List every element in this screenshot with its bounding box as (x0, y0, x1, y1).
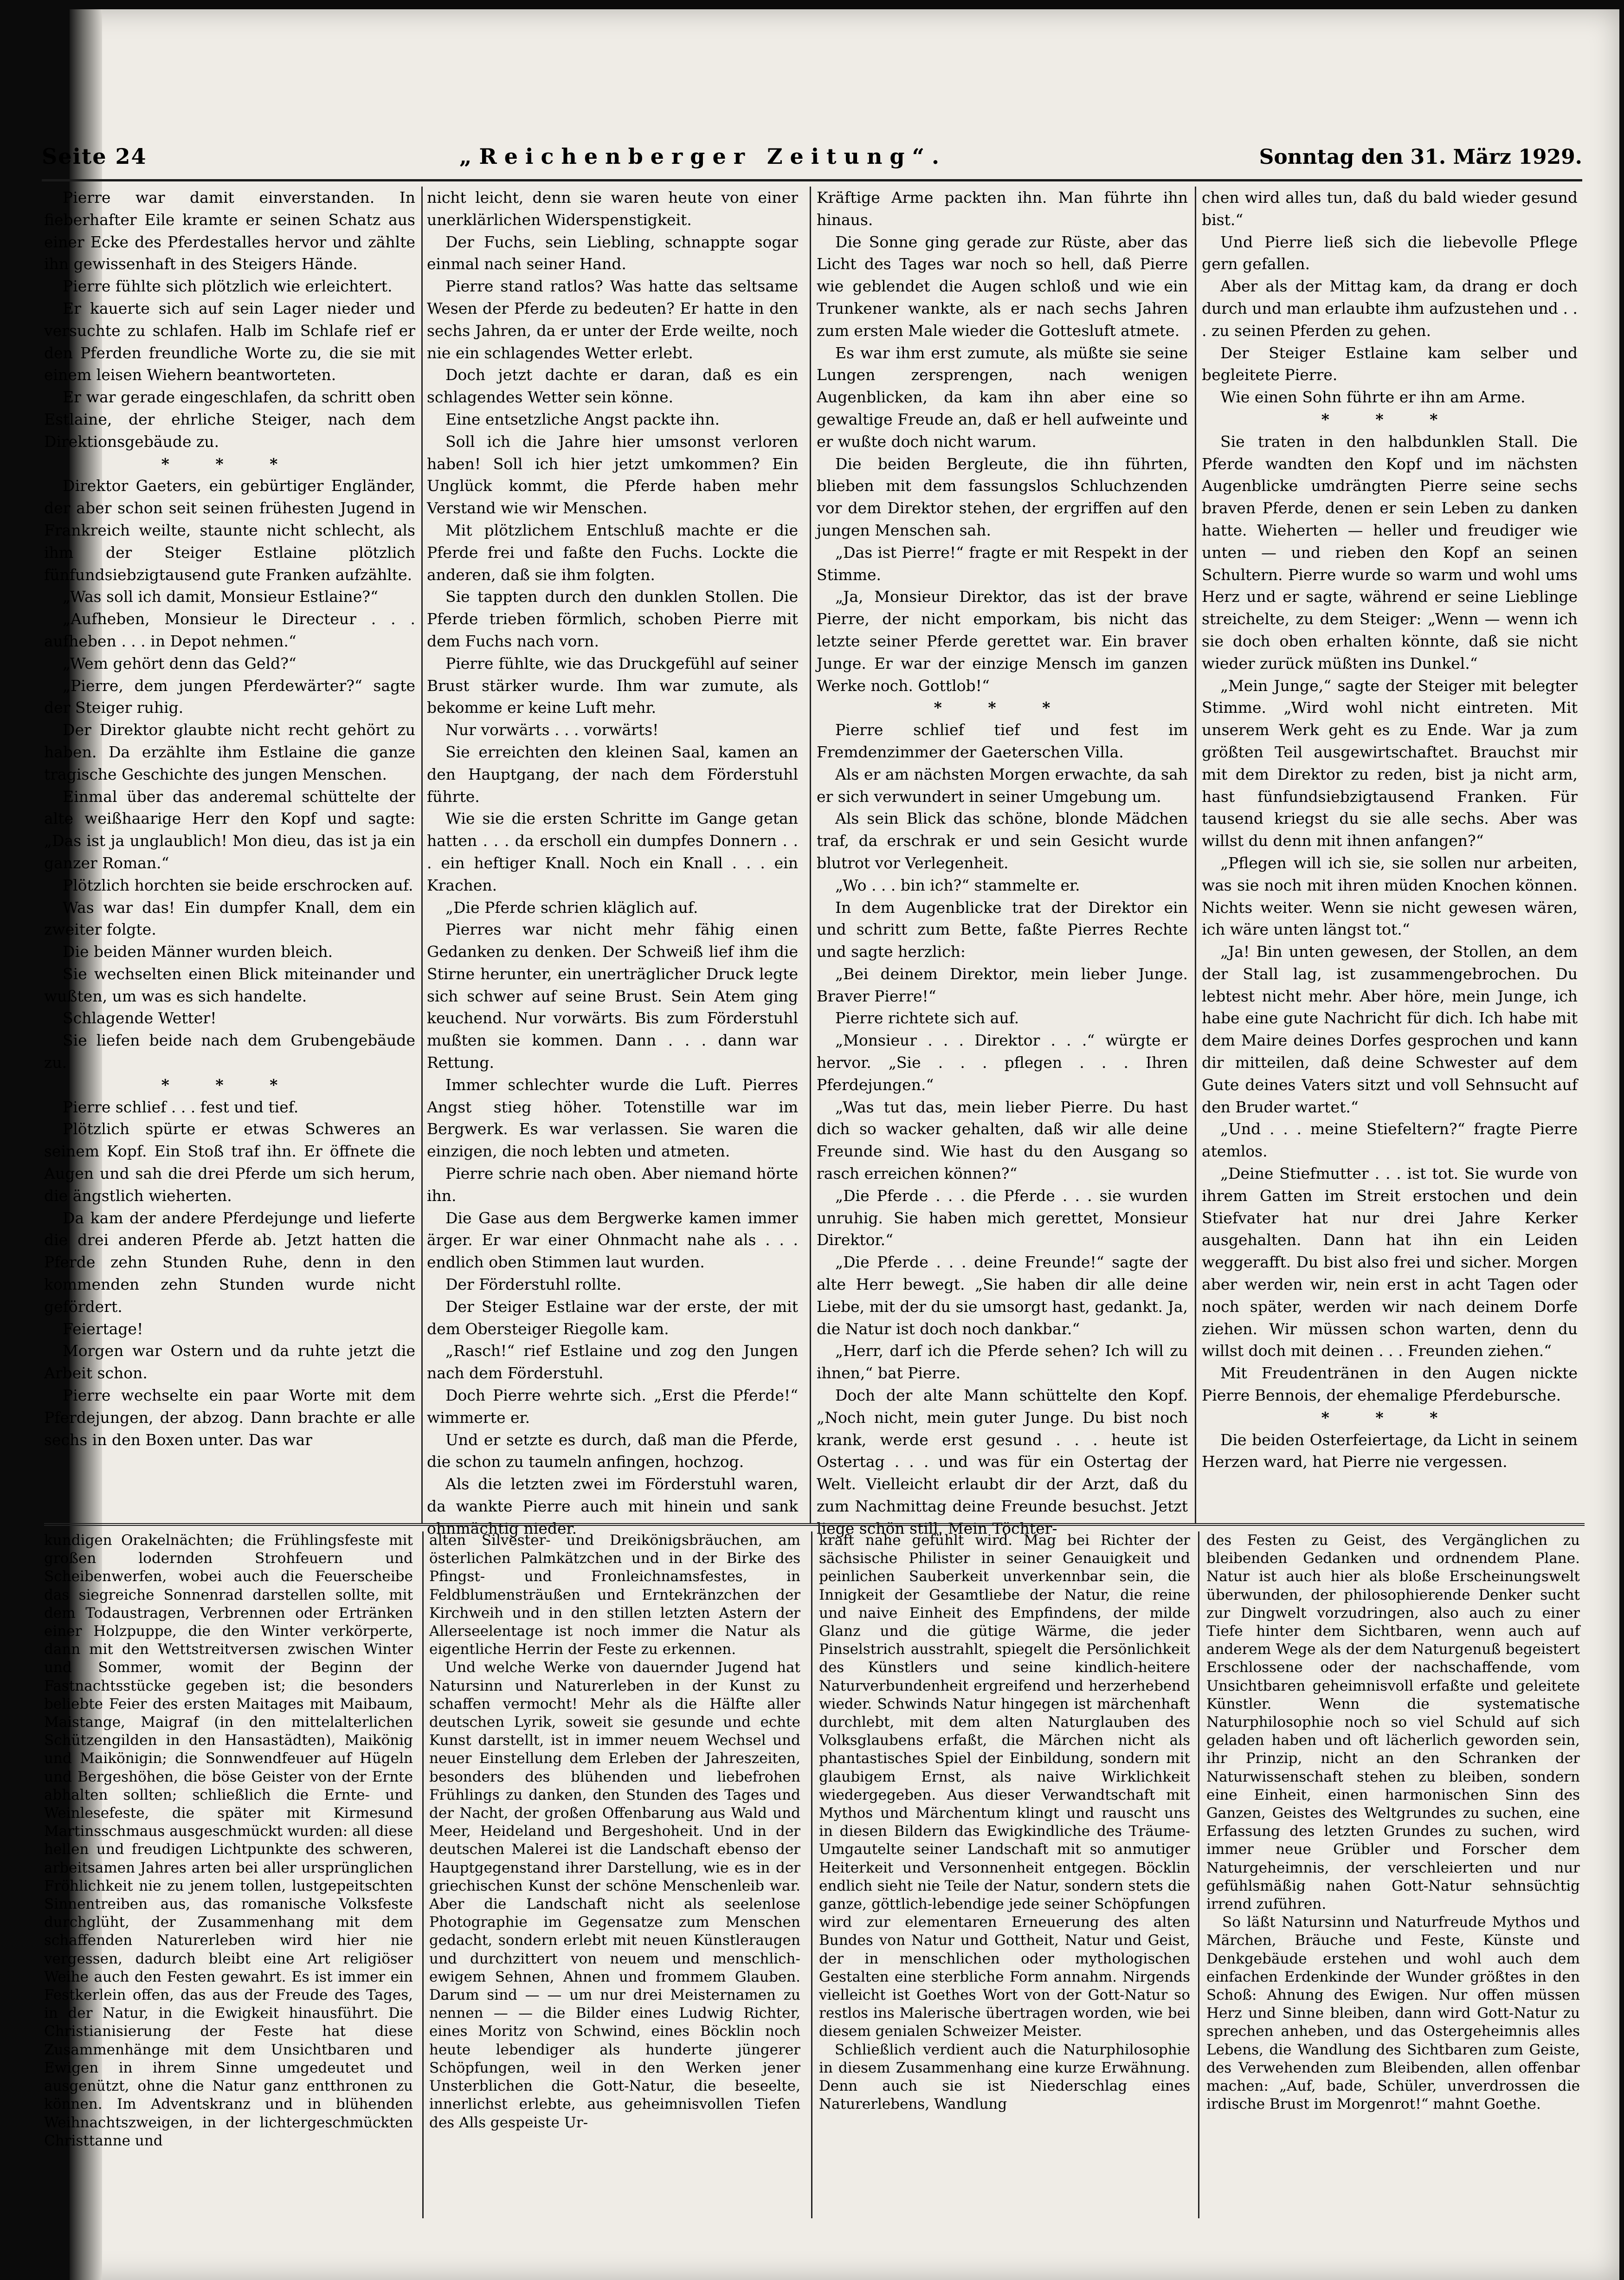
paragraph: „Die Pferde . . . die Pferde . . . sie wurden unruhig. Sie haben mich gerettet, Monsieur Direktor.“ (817, 1186, 1188, 1249)
paragraph: Doch Pierre wehrte sich. „Erst die Pferde!“ wimmerte er. (427, 1386, 798, 1427)
section-break: * * * (1321, 1408, 1458, 1427)
paragraph: Direktor Gaeters, ein gebürtiger Engländer, der aber schon seit seinen frühesten Jugend in Frankreich weilte, staunte nicht schlecht, als ihm der Steiger Estlaine plötzlich fünfundsiebzigtausend gute Franken aufzählte. (44, 477, 415, 584)
header-rule (42, 179, 1582, 181)
paragraph: So läßt Natursinn und Naturfreude Mythos und Märchen, Bräuche und Feste, Künste und Denkgebäude erstehen und wohl auch dem einfachen Erdenkinde der Wunder größtes in den Schoß: Ahnung des Ewigen. Nur offen müssen Herz und Sinne bleiben, dann wird Gott-Natur zu sprechen anheben, und das Ostergeheimnis alles Lebens, die Wandlung des Sichtbaren zum Geiste, des Verwehenden zum Bleibenden, allen offenbar machen: „Auf, bade, Schüler, unverdrossen die irdische Brust im Morgenrot!“ mahnt Goethe. (1206, 1914, 1580, 2113)
paragraph: Pierre stand ratlos? Was hatte das seltsame Wesen der Pferde zu bedeuten? Er hatte in den sechs Jahren, da er unter der Erde weilte, noch nie ein schlagendes Wetter erlebt. (427, 277, 798, 362)
paragraph: Als er am nächsten Morgen erwachte, da sah er sich verwundert in seiner Umgebung um. (817, 765, 1188, 806)
paragraph: „Pierre, dem jungen Pferdewärter?“ sagte der Steiger ruhig. (44, 676, 415, 717)
paragraph: „Ja! Bin unten gewesen, der Stollen, an dem der Stall lag, ist zusammengebrochen. Du lebtest nicht mehr. Aber höre, mein Junge, ich habe eine gute Nachricht für dich. Ich habe mit dem Maire deines Dorfes gesprochen und kann dir mitteilen, daß deine Schwester auf dem Gute deines Vaters sitzt und voll Sehnsucht auf den Bruder wartet.“ (1202, 943, 1578, 1116)
paragraph: kundigen Orakelnächten; die Frühlingsfeste mit großen lodernden Strohfeuern und Scheibenwerfen, wobei auch die Feuerscheibe das siegreiche Sonnenrad darstellen sollte, mit dem Todaustragen, Verbrennen oder Ertränken einer Holzpuppe, die den Winter verkörperte, dann mit den Wettstreitversen zwischen Winter und Sommer, womit der Beginn der Fastnachtsstücke gegeben ist; die besonders beliebte Feier des ersten Maitages mit Maibaum, Maistange, Maigraf (in den mittelalterlichen Schützengilden in den Hansastädten), Maikönig und Maikönigin; die Sonnwendfeuer auf Hügeln und Bergeshöhen, die böse Geister von der Ernte abhalten sollten; schließlich die Ernte- und Weinlesefeste, die später mit Kirmesund Martinsschmaus ausgeschmückt wurden: all diese hellen und freudigen Lichtpunkte des schweren, arbeitsamen Jahres arten bei aller ursprünglichen Fröhlichkeit nie zu jenem tollen, lustgepeitschten Sinnentreiben aus, das romanische Volksfeste durchglüht, der Zusammenhang mit dem schaffenden Naturerleben wird hier nie vergessen, dadurch bleibt eine Art religiöser Weihe auch den Festen gewahrt. Es ist immer ein Festkerlein offen, das aus der Freude des Tages, in der Natur, in die Ewigkeit hinausführt. Die Christianisierung der Feste hat diese Zusammenhänge mit dem Unsichtbaren und Ewigen in ihrem Sinne umgedeutet und ausgenützt, ohne die Natur ganz entthronen zu können. Im Adventskranz und in blühenden Weihnachtszweigen, in der lichtergeschmückten Christtanne und (44, 1532, 413, 2149)
paragraph: Sie traten in den halbdunklen Stall. Die Pferde wandten den Kopf und im nächsten Augenblicke umdrängten Pierre seine sechs braven Pferde, denen er sein Leben zu danken hatte. Wieherten — heller und freudiger wie unten — und rieben den Kopf an seinen Schultern. Pierre wurde so warm und wohl ums Herz und er sagte, während er seine Lieblinge streichelte, zu dem Steiger: „Wenn — wenn ich sie doch oben erhalten könnte, daß sie nicht wieder zurück müßten ins Dunkel.“ (1202, 432, 1578, 672)
issue-date: Sonntag den 31. März 1929. (1259, 145, 1582, 169)
paragraph: Doch der alte Mann schüttelte den Kopf. „Noch nicht, mein guter Junge. Du bist noch krank, werde erst gesund . . . heute ist Ostertag . . . und was für ein Ostertag der Welt. Vielleicht erlaubt dir der Arzt, daß du zum Nachmittag deine Freunde besuchst. Jetzt liege schön still. Mein Töchter- (817, 1386, 1188, 1537)
paragraph: Sie liefen beide nach dem Grubengebäude zu. (44, 1031, 415, 1072)
paragraph: alten Silvester- und Dreikönigsbräuchen, am österlichen Palmkätzchen und in der Birke des Pfingst- und Fronleichnamsfestes, in Feldblumensträußen und Erntekränzchen der Kirchweih und in den stillen letzten Astern der Allerseelentage ist noch immer die Natur als eigentliche Herrin der Feste zu erkennen. (429, 1532, 800, 1658)
paragraph: Wie einen Sohn führte er ihn am Arme. (1220, 388, 1526, 407)
paragraph: Kräftige Arme packten ihn. Man führte ihn hinaus. (817, 188, 1188, 229)
paragraph: Als die letzten zwei im Förderstuhl waren, da wankte Pierre auch mit hinein und sank ohnmächtig nieder. (427, 1475, 798, 1537)
paragraph: „Rasch!“ rief Estlaine und zog den Jungen nach dem Förderstuhl. (427, 1342, 798, 1382)
feuilleton-column-3 (819, 1531, 1190, 2223)
paragraph: Er kauerte sich auf sein Lager nieder und versuchte zu schlafen. Halb im Schlafe rief er den Pferden freundliche Worte zu, die sie mit einem leisen Wiehern beantworteten. (44, 299, 415, 384)
paragraph: In dem Augenblicke trat der Direktor ein und schritt zum Bette, faßte Pierres Rechte und sagte herzlich: (817, 898, 1188, 961)
paragraph: Sie erreichten den kleinen Saal, kamen an den Hauptgang, der nach dem Förderstuhl führte. (427, 743, 798, 806)
section-break: * * * (934, 698, 1071, 717)
paragraph: „Und . . . meine Stiefeltern?“ fragte Pierre atemlos. (1202, 1120, 1578, 1161)
paragraph: Doch jetzt dachte er daran, daß es ein schlagendes Wetter sein könne. (427, 366, 798, 407)
paragraph: Pierre fühlte, wie das Druckgefühl auf seiner Brust stärker wurde. Ihm war zumute, als bekomme er keine Luft mehr. (427, 654, 798, 717)
paragraph: „Herr, darf ich die Pferde sehen? Ich will zu ihnen,“ bat Pierre. (817, 1342, 1188, 1382)
page-header (42, 144, 1582, 172)
paragraph: Einmal über das anderemal schüttelte der alte weißhaarige Herr den Kopf und sagte: „Das ist ja unglaublich! Mon dieu, das ist ja ein ganzer Roman.“ (44, 787, 415, 872)
paragraph: Immer schlechter wurde die Luft. Pierres Angst stieg höher. Totenstille war im Bergwerk. Es war verlassen. Sie waren die einzigen, die noch lebten und atmeten. (427, 1075, 798, 1161)
paragraph: „Was soll ich damit, Monsieur Estlaine?“ (63, 588, 378, 606)
paragraph: Und er setzte es durch, daß man die Pferde, die schon zu taumeln anfingen, hochzog. (427, 1430, 798, 1471)
paragraph: „Ja, Monsieur Direktor, das ist der brave Pierre, der nicht emporkam, bis nicht das letzte seiner Pferde gerettet war. Ein braver Junge. Er war der einzige Mensch im ganzen Werke noch. Gottlob!“ (817, 588, 1188, 695)
paragraph: Mit plötzlichem Entschluß machte er die Pferde frei und faßte den Fuchs. Lockte die anderen, daß sie ihm folgten. (427, 521, 798, 584)
paragraph: Eine entsetzliche Angst packte ihn. (445, 410, 720, 428)
paragraph: Die Sonne ging gerade zur Rüste, aber das Licht des Tages war noch so hell, daß Pierre wie geblendet die Augen schloß und wie ein Trunkener wankte, als er nach sechs Jahren zum ersten Male wieder die Gottesluft atmete. (817, 233, 1188, 340)
paragraph: des Festen zu Geist, des Vergänglichen zu bleibenden Gedanken und ordnendem Plane. Natur ist auch hier als bloße Erscheinungswelt überwunden, der philosophierende Denker sucht zur Dingwelt vorzudringen, also auch zu einer Tiefe hinter dem Sichtbaren, wenn auch auf anderem Wege als der dem Naturgenuß begeistert Erschlossene oder der nachschaffende, vom Unsichtbaren geheimnisvoll erfaßte und geleitete Künstler. Wenn die systematische Naturphilosophie noch so viel Schuld auf sich geladen haben und oft lächerlich geworden sein, ihr Prinzip, nicht an den Schranken der Naturwissenschaft stehen zu bleiben, sondern eine Einheit, einen harmonischen Sinn des Ganzen, Geistes des Weltgrundes zu suchen, eine Erfassung des letzten Grundes zu suchen, wird immer neue Grübler und Forscher dem Naturgeheimnis, der verschleierten und nur gefühlsmäßig nahen Gott-Natur sehnsüchtig irrend zuführen. (1206, 1532, 1580, 1913)
paragraph: Pierre schlief tief und fest im Fremdenzimmer der Gaeterschen Villa. (817, 721, 1188, 761)
paragraph: „Die Pferde . . . deine Freunde!“ sagte der alte Herr bewegt. „Sie haben dir alle deine Liebe, mit der du sie umsorgt hast, gedankt. Ja, die Natur ist doch noch dankbar.“ (817, 1253, 1188, 1338)
paragraph: Es war ihm erst zumute, als müßte sie seine Lungen zersprengen, nach wenigen Augenblicken, da kam ihn aber eine so gewaltige Freude an, daß er hell aufweinte und er wußte doch nicht warum. (817, 343, 1188, 451)
paragraph: Der Steiger Estlaine kam selber und begleitete Pierre. (1202, 343, 1578, 384)
column-divider (422, 1531, 424, 2218)
paragraph: Soll ich die Jahre hier umsonst verloren haben! Soll ich hier jetzt umkommen? Ein Unglück kommt, die Pferde haben mehr Verstand wie wir Menschen. (427, 432, 798, 517)
paragraph: „Die Pferde schrien kläglich auf. (445, 898, 698, 917)
column-divider (811, 1531, 812, 2218)
paragraph: „Was tut das, mein lieber Pierre. Du hast dich so wacker gehalten, daß wir alle deine Freunde sind. Wie hast du den Ausgang so rasch erreichen können?“ (817, 1098, 1188, 1183)
feuilleton-column-4 (1206, 1531, 1580, 2223)
paragraph: Und Pierre ließ sich die liebevolle Pflege gern gefallen. (1202, 233, 1578, 273)
paragraph: „Deine Stiefmutter . . . ist tot. Sie wurde von ihrem Gatten im Streit erstochen und dein Stiefvater hat nur drei Jahre Kerker ausgehalten. Dann hat ihn ein Leiden weggerafft. Du bist also frei und sicher. Morgen aber werden wir, nein erst in acht Tagen oder noch später, werden wir nach deinem Dorfe ziehen. Wir müssen schon warten, denn du willst doch mit deinen . . . Freunden ziehen.“ (1202, 1164, 1578, 1360)
paragraph: Was war das! Ein dumpfer Knall, dem ein zweiter folgte. (44, 898, 415, 939)
paragraph: Er war gerade eingeschlafen, da schritt oben Estlaine, der ehrliche Steiger, nach dem Direktionsgebäude zu. (44, 388, 415, 451)
paragraph: Die beiden Bergleute, die ihn führten, blieben mit dem fassungslos Schluchzenden vor dem Direktor stehen, der ergriffen auf den jungen Menschen sah. (817, 454, 1188, 539)
story-column-2 (427, 187, 798, 1537)
page-number: Seite 24 (42, 144, 147, 169)
paragraph: Schlagende Wetter! (63, 1009, 217, 1027)
paragraph: „Bei deinem Direktor, mein lieber Junge. Braver Pierre!“ (817, 964, 1188, 1005)
paragraph: „Monsieur . . . Direktor . . .“ würgte er hervor. „Sie . . . pflegen . . . Ihren Pferdejungen.“ (817, 1031, 1188, 1094)
paragraph: Plötzlich horchten sie beide erschrocken auf. (63, 876, 413, 894)
story-column-3 (817, 187, 1188, 1537)
masthead-title: „Reichenberger Zeitung“. (459, 144, 947, 169)
paragraph: Wie sie die ersten Schritte im Gange getan hatten . . . da erscholl ein dumpfes Donnern . . . ein heftiger Knall. Noch ein Knall . . . ein Krachen. (427, 809, 798, 894)
paragraph: Pierre war damit einverstanden. In fieberhafter Eile kramte er seinen Schatz aus einer Ecke des Pferdestalles hervor und zählte ihn gewissenhaft in des Steigers Hände. (44, 188, 415, 273)
paragraph: chen wird alles tun, daß du bald wieder gesund bist.“ (1202, 188, 1578, 229)
paragraph: Schließlich verdient auch die Naturphilosophie in diesem Zusammenhang eine kurze Erwähnung. Denn auch sie ist Niederschlag eines Naturerlebens, Wandlung (819, 2041, 1190, 2113)
paragraph: Pierres war nicht mehr fähig einen Gedanken zu denken. Der Schweiß lief ihm die Stirne herunter, ein unerträglicher Druck legte sich schwer auf seine Brust. Sein Atem ging keuchend. Nur vorwärts. Bis zum Förderstuhl mußten sie kommen. Dann . . . dann war Rettung. (427, 920, 798, 1072)
paragraph: Und welche Werke von dauernder Jugend hat Natursinn und Naturerleben in der Kunst zu schaffen vermocht! Mehr als die Hälfte aller deutschen Lyrik, soweit sie gesunde und echte Kunst darstellt, ist in immer neuem Wechsel und neuer Einstellung dem Erleben der Jahreszeiten, besonders des blühenden und liebefrohen Frühlings zu danken, den Stunden des Tages und der Nacht, der großen Offenbarung aus Wald und Meer, Heideland und Bergeshoheit. Und in der deutschen Malerei ist die Landschaft ebenso der Hauptgegenstand ihrer Darstellung, wie es in der griechischen Kunst der schöne Menschenleib war. Aber die Landschaft nicht als seelenlose Photographie im Gegensatze zum Menschen gedacht, sondern erlebt mit neuen Künstleraugen und durchzittert von neuem und menschlich-ewigem Sehnen, Ahnen und frommem Glauben. Darum sind — — um nur drei Meisternamen zu nennen — — die Bilder eines Ludwig Richter, eines Moritz von Schwind, eines Böcklin noch heute lebendiger als hunderte jüngerer Schöpfungen, weil in den Werken jener Unsterblichen die Gott-Natur, die beseelte, innerlichst erlebte, aus geheimnisvollen Tiefen des Alls gespeiste Ur- (429, 1659, 800, 2131)
paragraph: Feiertage! (63, 1319, 143, 1338)
paragraph: Der Steiger Estlaine war der erste, der mit dem Obersteiger Riegolle kam. (427, 1297, 798, 1338)
paragraph: nicht leicht, denn sie waren heute von einer unerklärlichen Widerspenstigkeit. (427, 188, 798, 229)
paragraph: „Das ist Pierre!“ fragte er mit Respekt in der Stimme. (817, 543, 1188, 584)
paragraph: kraft nahe gefühlt wird. Mag bei Richter der sächsische Philister in seiner Genauigkeit und peinlichen Sauberkeit unverkennbar sein, die Innigkeit der Gesamtliebe der Natur, die reine und naive Einheit des Empfindens, der milde Glanz und die gütige Wärme, die jeder Pinselstrich ausstrahlt, spiegelt die Persönlichkeit des Künstlers und seine kindlich-heitere Naturverbundenheit ergreifend und herzerhebend wieder. Schwinds Natur hingegen ist märchenhaft durchlebt, mit dem alten Naturglauben des Volksglaubens erfaßt, die Märchen nicht als phantastisches Spiel der Einbildung, sondern mit glaubigem Ernst, als naive Wirklichkeit wiedergegeben. Aus dieser Verwandtschaft mit Mythos und Märchentum klingt und rauscht uns in diesen Bildern das Ewigkindliche des Träume-Umgautelte seiner Landschaft mit so anmutiger Heiterkeit und Versonnenheit entgegen. Böcklin endlich sieht nie Teile der Natur, sondern stets die ganze, göttlich-lebendige jede seiner Schöpfungen wird zur elementaren Erneuerung des alten Bundes von Natur und Gottheit, Natur und Geist, der in menschlichen oder mythologischen Gestalten eine sterbliche Form annahm. Nirgends vielleicht ist Goethes Wort von der Gott-Natur so restlos ins Malerische übertragen worden, wie bei diesem genialen Schweizer Meister. (819, 1532, 1190, 2040)
feuilleton-column-1 (44, 1531, 413, 2223)
column-divider (810, 187, 811, 1523)
paragraph: Die beiden Osterfeiertage, da Licht in seinem Herzen ward, hat Pierre nie vergessen. (1202, 1430, 1578, 1471)
paragraph: Pierre wechselte ein paar Worte mit dem Pferdejungen, der abzog. Dann brachte er alle sechs in den Boxen unter. Das war (44, 1386, 415, 1449)
paragraph: Morgen war Ostern und da ruhte jetzt die Arbeit schon. (44, 1342, 415, 1382)
section-break: * * * (161, 454, 298, 473)
paragraph: Die Gase aus dem Bergwerke kamen immer ärger. Er war einer Ohnmacht nahe als . . . endlich oben Stimmen laut wurden. (427, 1208, 798, 1272)
paragraph: Nur vorwärts . . . vorwärts! (445, 721, 659, 739)
paragraph: „Pflegen will ich sie, sie sollen nur arbeiten, was sie noch mit ihren müden Knochen können. Nichts weiter. Wenn sie nicht gewesen wären, ich wäre unten längst tot.“ (1202, 853, 1578, 939)
feuilleton-column-2 (429, 1531, 800, 2223)
section-break: * * * (161, 1075, 298, 1094)
paragraph: „Aufheben, Monsieur le Directeur . . . aufheben . . . in Depot nehmen.“ (44, 610, 415, 650)
paragraph: Die beiden Männer wurden bleich. (63, 943, 333, 961)
paragraph: Plötzlich spürte er etwas Schweres an seinem Kopf. Ein Stoß traf ihn. Er öffnete die Augen und sah die drei Pferde um sich herum, die ängstlich wieherten. (44, 1120, 415, 1205)
paragraph: Da kam der andere Pferdejunge und lieferte die drei anderen Pferde ab. Jetzt hatten die Pferde zehn Stunden Ruhe, denn in den kommenden zehn Stunden wurde nicht gefördert. (44, 1208, 415, 1316)
paragraph: Der Direktor glaubte nicht recht gehört zu haben. Da erzählte ihm Estlaine die ganze tragische Geschichte des jungen Menschen. (44, 721, 415, 783)
paragraph: Pierre schlief . . . fest und tief. (63, 1098, 299, 1116)
story-column-4 (1202, 187, 1578, 1514)
paragraph: Sie wechselten einen Blick miteinander und wußten, um was es sich handelte. (44, 964, 415, 1005)
section-break: * * * (1321, 410, 1458, 428)
feuilleton-divider (44, 1523, 1585, 1526)
column-divider (1195, 187, 1196, 1523)
paragraph: „Wo . . . bin ich?“ stammelte er. (835, 876, 1080, 894)
paragraph: Der Fuchs, sein Liebling, schnappte sogar einmal nach seiner Hand. (427, 233, 798, 273)
paragraph: Pierre fühlte sich plötzlich wie erleichtert. (63, 277, 393, 296)
story-column-1 (44, 187, 415, 1514)
column-divider (421, 187, 423, 1523)
paragraph: „Wem gehört denn das Geld?“ (63, 654, 296, 672)
paragraph: Pierre schrie nach oben. Aber niemand hörte ihn. (427, 1164, 798, 1205)
column-divider (1198, 1531, 1199, 2218)
paragraph: Der Förderstuhl rollte. (445, 1275, 622, 1294)
paragraph: Mit Freudentränen in den Augen nickte Pierre Bennois, der ehemalige Pferdebursche. (1202, 1364, 1578, 1405)
paragraph: Sie tappten durch den dunklen Stollen. Die Pferde trieben förmlich, schoben Pierre mit dem Fuchs nach vorn. (427, 588, 798, 650)
paragraph: „Mein Junge,“ sagte der Steiger mit belegter Stimme. „Wird wohl nicht eintreten. Mit unserem Werk geht es zu Ende. War ja zum größten Teil ausgewirtschaftet. Brauchst mir mit dem Direktor zu reden, bist ja nicht arm, hast fünfundsiebzigtausend Franken. Für tausend kriegst du sie alle sechs. Aber was willst du denn mit ihnen anfangen?“ (1202, 676, 1578, 850)
paragraph: Aber als der Mittag kam, da drang er doch durch und man erlaubte ihm aufzustehen und . . . zu seinen Pferden zu gehen. (1202, 277, 1578, 340)
paragraph: Pierre richtete sich auf. (835, 1009, 1019, 1027)
paragraph: Als sein Blick das schöne, blonde Mädchen traf, da erschrak er und sein Gesicht wurde blutrot vor Verlegenheit. (817, 809, 1188, 872)
